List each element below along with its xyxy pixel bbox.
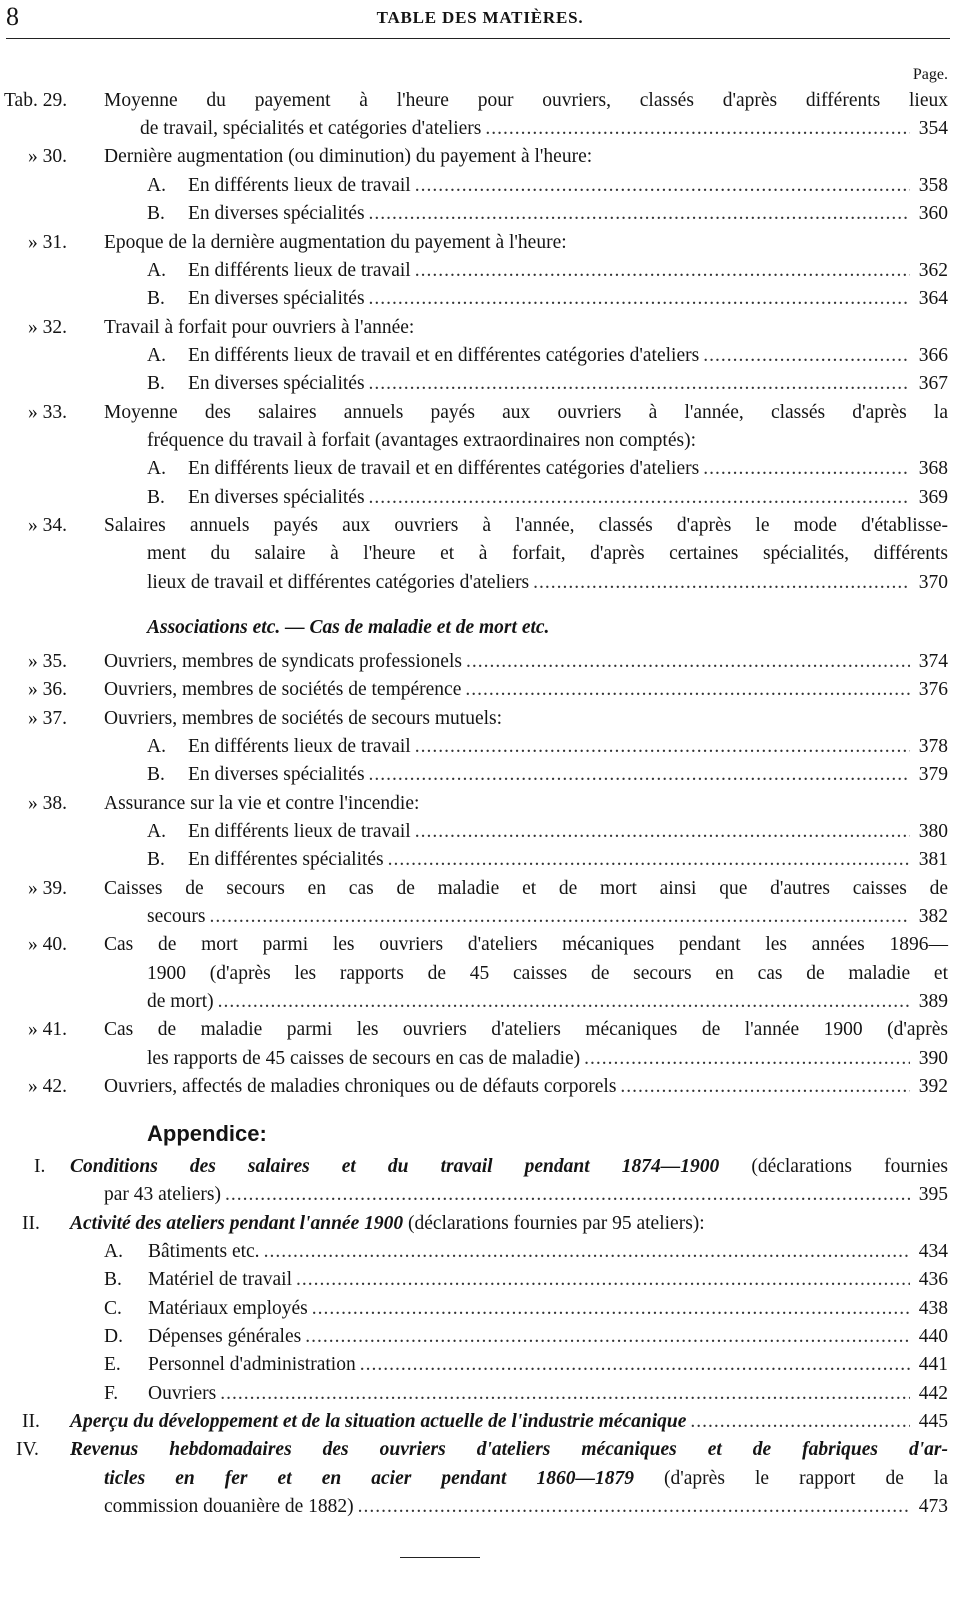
toc-entry <box>148 1269 948 1291</box>
toc-entry <box>188 260 948 282</box>
toc-title: En diverses spécialités <box>188 487 365 508</box>
toc-text <box>188 175 411 197</box>
toc-entry <box>188 849 948 871</box>
toc-line <box>0 1048 960 1076</box>
page-ref: 438 <box>918 1298 948 1319</box>
toc-title: Personnel d'administration <box>148 1354 356 1375</box>
toc-line <box>0 1354 960 1382</box>
toc-title: 1900 (d'après les rapports de 45 caisses de secours en cas de maladie et <box>147 963 948 984</box>
page-ref: 380 <box>918 821 948 842</box>
toc-entry <box>70 1213 705 1235</box>
toc-title: En diverses spécialités <box>188 373 365 394</box>
toc-title: En différents lieux de travail <box>188 260 411 281</box>
toc-text <box>104 793 419 815</box>
toc-title: En différentes spécialités <box>188 849 384 870</box>
dot-leader <box>485 118 910 140</box>
toc-label: C. <box>104 1298 122 1319</box>
toc-line <box>0 430 960 458</box>
toc-text <box>188 821 411 843</box>
toc-text <box>104 679 461 701</box>
toc-entry <box>148 1298 948 1320</box>
toc-title: Matériaux employés <box>148 1298 308 1319</box>
dot-leader <box>533 572 910 594</box>
toc-entry <box>148 1241 948 1263</box>
toc-title: (déclarations fournies par 95 ateliers): <box>403 1213 705 1234</box>
toc-entry <box>104 793 419 815</box>
toc-entry <box>104 878 948 900</box>
toc-line <box>0 793 960 821</box>
toc-label: A. <box>104 1241 123 1262</box>
appendix-heading: Appendice: <box>147 1121 267 1146</box>
toc-line <box>0 1269 960 1297</box>
dot-leader <box>388 849 910 871</box>
toc-title: En différents lieux de travail <box>188 175 411 196</box>
toc-entry <box>104 679 948 701</box>
toc-line <box>0 345 960 373</box>
toc-entry <box>70 1439 948 1461</box>
toc-text <box>140 118 481 140</box>
page-ref: 374 <box>918 651 948 672</box>
toc-title: fréquence du travail à forfait (avantages extraordinaires non comptés): <box>147 430 696 451</box>
page-ref: 390 <box>918 1048 948 1069</box>
toc-entry <box>188 487 948 509</box>
toc-entry <box>104 146 592 168</box>
toc-line <box>0 232 960 260</box>
toc-text <box>188 345 699 367</box>
toc-line <box>0 373 960 401</box>
toc-text <box>104 651 462 673</box>
toc-text <box>104 934 948 956</box>
toc-line <box>0 458 960 486</box>
toc-text <box>147 963 948 985</box>
toc-entry <box>140 118 948 140</box>
toc-line <box>0 260 960 288</box>
dot-leader <box>690 1411 910 1433</box>
toc-text <box>148 1354 356 1376</box>
toc-title: Moyenne du payement à l'heure pour ouvriers, classés d'après différents lieux <box>104 90 948 111</box>
toc-line <box>0 402 960 430</box>
dot-leader <box>369 373 910 395</box>
page-ref: 441 <box>918 1354 948 1375</box>
toc-entry <box>188 345 948 367</box>
page-ref: 395 <box>918 1184 948 1205</box>
toc-title: Travail à forfait pour ouvriers à l'année: <box>104 317 415 338</box>
toc-entry <box>147 430 696 452</box>
dot-leader <box>225 1184 910 1206</box>
toc-label: » 36. <box>28 679 67 700</box>
toc-italic-title: Revenus hebdomadaires des ouvriers d'ateliers mécaniques et de fabriques d'ar- <box>70 1439 948 1460</box>
toc-label: Tab. 29. <box>4 90 68 111</box>
toc-italic-title: Conditions des salaires et du travail pendant 1874—1900 <box>70 1156 720 1177</box>
toc-line <box>0 146 960 174</box>
toc-line <box>0 849 960 877</box>
toc-label: » 35. <box>28 651 67 672</box>
toc-title: En diverses spécialités <box>188 288 365 309</box>
page-ref: 364 <box>918 288 948 309</box>
dot-leader <box>369 764 910 786</box>
toc-text <box>148 1298 308 1320</box>
toc-label: A. <box>147 260 166 281</box>
dot-leader <box>218 991 910 1013</box>
page-ref: 360 <box>918 203 948 224</box>
toc-entry <box>188 764 948 786</box>
toc-entry <box>70 1156 948 1178</box>
toc-entry <box>188 288 948 310</box>
toc-line <box>0 764 960 792</box>
toc-line <box>0 736 960 764</box>
toc-title: Epoque de la dernière augmentation du payement à l'heure: <box>104 232 567 253</box>
toc-text <box>104 708 502 730</box>
toc-label: B. <box>147 203 165 224</box>
toc-entry <box>104 232 567 254</box>
page-ref: 358 <box>918 175 948 196</box>
toc-line <box>0 1326 960 1354</box>
toc-text <box>70 1213 705 1235</box>
toc-text <box>147 906 205 928</box>
toc-label: B. <box>147 288 165 309</box>
toc-line <box>0 90 960 118</box>
toc-title: Bâtiments etc. <box>148 1241 260 1262</box>
toc-label: A. <box>147 736 166 757</box>
dot-leader <box>415 736 910 758</box>
toc-line <box>0 708 960 736</box>
toc-label: » 30. <box>28 146 67 167</box>
dot-leader <box>703 458 910 480</box>
toc-title: En différents lieux de travail <box>188 736 411 757</box>
toc-text <box>104 878 948 900</box>
toc-label: » 37. <box>28 708 67 729</box>
dot-leader <box>369 288 910 310</box>
section-caption: Associations etc. — Cas de maladie et de mort etc. <box>147 617 550 638</box>
dot-leader <box>369 487 910 509</box>
toc-text <box>188 849 384 871</box>
toc-label: II. <box>22 1213 40 1234</box>
page-ref: 354 <box>918 118 948 139</box>
toc-line <box>0 1496 960 1524</box>
toc-text <box>104 1076 616 1098</box>
toc-label: A. <box>147 821 166 842</box>
page-ref: 473 <box>918 1496 948 1517</box>
toc-title: Matériel de travail <box>148 1269 293 1290</box>
toc-entry <box>104 1184 948 1206</box>
toc-title: secours <box>147 906 206 927</box>
page-ref: 362 <box>918 260 948 281</box>
toc-entry <box>188 175 948 197</box>
toc-label: » 34. <box>28 515 67 536</box>
toc-label: » 42. <box>28 1076 67 1097</box>
toc-label: » 32. <box>28 317 67 338</box>
toc-label: » 31. <box>28 232 67 253</box>
dot-leader <box>369 203 910 225</box>
toc-label: B. <box>104 1269 122 1290</box>
toc-line <box>0 1383 960 1411</box>
toc-label: B. <box>147 487 165 508</box>
toc-line <box>0 991 960 1019</box>
toc-text <box>70 1439 948 1461</box>
toc-line <box>0 1241 960 1269</box>
toc-entry <box>104 934 948 956</box>
toc-line <box>0 1439 960 1467</box>
toc-line <box>0 1213 960 1241</box>
toc-text <box>148 1383 216 1405</box>
toc-title: Ouvriers, membres de sociétés de tempérence <box>104 679 462 700</box>
toc-entry <box>147 963 948 985</box>
toc-title: (déclarations fournies <box>719 1156 948 1177</box>
toc-line <box>0 487 960 515</box>
header-rule <box>6 38 950 39</box>
toc-title: lieux de travail et différentes catégories d'ateliers <box>147 572 530 593</box>
toc-title: (d'après le rapport de la <box>633 1468 948 1489</box>
dot-leader <box>360 1354 910 1376</box>
dot-leader <box>415 821 910 843</box>
toc-entry <box>147 991 948 1013</box>
toc-line <box>0 175 960 203</box>
dot-leader <box>466 651 910 673</box>
page-ref: 369 <box>918 487 948 508</box>
toc-label: » 40. <box>28 934 67 955</box>
toc-text <box>147 543 948 565</box>
toc-title: Ouvriers, affectés de maladies chroniques ou de défauts corporels <box>104 1076 617 1097</box>
toc-text <box>188 736 411 758</box>
page-number: 8 <box>6 2 19 31</box>
toc-line <box>0 679 960 707</box>
toc-entry <box>147 543 948 565</box>
dot-leader <box>703 345 910 367</box>
toc-title: Ouvriers, membres de syndicats professionels <box>104 651 462 672</box>
page-ref: 436 <box>918 1269 948 1290</box>
toc-line <box>0 118 960 146</box>
toc-line <box>0 1184 960 1212</box>
toc-title: En différents lieux de travail <box>188 821 411 842</box>
page-ref: 445 <box>918 1411 948 1432</box>
toc-entry <box>104 1019 948 1041</box>
toc-entry <box>104 90 948 112</box>
toc-entry <box>104 708 502 730</box>
toc-text <box>104 1019 948 1041</box>
toc-text <box>104 317 414 339</box>
toc-label: A. <box>147 345 166 366</box>
toc-title: par 43 ateliers) <box>104 1184 221 1205</box>
toc-line <box>0 543 960 571</box>
toc-line <box>0 934 960 962</box>
running-title: TABLE DES MATIÈRES. <box>376 8 584 27</box>
toc-text <box>70 1156 948 1178</box>
toc-text <box>188 458 699 480</box>
toc-title: En différents lieux de travail et en différentes catégories d'ateliers <box>188 345 700 366</box>
toc-text <box>148 1326 301 1348</box>
toc-entry <box>104 1468 948 1490</box>
toc-entry <box>104 651 948 673</box>
toc-title: Moyenne des salaires annuels payés aux ouvriers à l'année, classés d'après la <box>104 402 948 423</box>
dot-leader <box>620 1076 910 1098</box>
page-ref: 434 <box>918 1241 948 1262</box>
dot-leader <box>209 906 910 928</box>
footer-rule <box>400 1557 480 1558</box>
toc-text <box>104 90 948 112</box>
toc-label: D. <box>104 1326 123 1347</box>
page-ref: 382 <box>918 906 948 927</box>
toc-line <box>0 203 960 231</box>
toc-line <box>0 1156 960 1184</box>
toc-line <box>0 906 960 934</box>
toc-entry <box>188 458 948 480</box>
page-ref: 376 <box>918 679 948 700</box>
dot-leader <box>220 1383 910 1405</box>
toc-entry <box>188 736 948 758</box>
toc-line <box>0 1019 960 1047</box>
toc-label: E. <box>104 1354 121 1375</box>
page-ref: 440 <box>918 1326 948 1347</box>
toc-entry <box>104 402 948 424</box>
toc-line <box>0 572 960 600</box>
dot-leader <box>264 1241 910 1263</box>
toc-entry <box>104 317 414 339</box>
toc-italic-title: Activité des ateliers pendant l'année 1900 <box>70 1213 404 1234</box>
toc-text <box>104 232 567 254</box>
toc-line <box>0 651 960 679</box>
toc-title: Ouvriers <box>148 1383 217 1404</box>
toc-title: En diverses spécialités <box>188 203 365 224</box>
toc-line <box>0 1121 960 1149</box>
toc-entry <box>188 203 948 225</box>
toc-entry <box>147 906 948 928</box>
toc-title: Dernière augmentation (ou diminution) du payement à l'heure: <box>104 146 593 167</box>
page-ref: 442 <box>918 1383 948 1404</box>
page-ref: 381 <box>918 849 948 870</box>
page-ref: 366 <box>918 345 948 366</box>
toc-label: » 41. <box>28 1019 67 1040</box>
dot-leader <box>312 1298 910 1320</box>
toc-label: A. <box>147 175 166 196</box>
page-ref: 367 <box>918 373 948 394</box>
toc-line <box>0 288 960 316</box>
toc-text <box>104 1184 221 1206</box>
toc-title: Cas de maladie parmi les ouvriers d'ateliers mécaniques de l'année 1900 (d'après <box>104 1019 948 1040</box>
toc-line <box>0 821 960 849</box>
toc-line <box>0 1411 960 1439</box>
toc-entry <box>188 821 948 843</box>
toc-text <box>104 402 948 424</box>
toc-title: Salaires annuels payés aux ouvriers à l'année, classés d'après le mode d'établisse- <box>104 515 948 536</box>
toc-entry <box>104 1496 948 1518</box>
toc-line <box>0 878 960 906</box>
toc-line <box>0 1298 960 1326</box>
toc-entry <box>148 1354 948 1376</box>
page-ref: 378 <box>918 736 948 757</box>
dot-leader <box>415 260 910 282</box>
dot-leader <box>296 1269 910 1291</box>
toc-line <box>0 963 960 991</box>
dot-leader <box>584 1048 910 1070</box>
toc-title: Caisses de secours en cas de maladie et de mort ainsi que d'autres caisses de <box>104 878 948 899</box>
toc-entry <box>104 515 948 537</box>
toc-text <box>188 260 411 282</box>
dot-leader <box>305 1326 910 1348</box>
toc-title: Cas de mort parmi les ouvriers d'ateliers mécaniques pendant les années 1896— <box>104 934 948 955</box>
toc-entry <box>188 373 948 395</box>
toc-title: Ouvriers, membres de sociétés de secours mutuels: <box>104 708 503 729</box>
page-column-label: Page. <box>912 66 948 83</box>
toc-line <box>0 617 960 645</box>
toc-text <box>104 146 592 168</box>
toc-label: » 33. <box>28 402 67 423</box>
toc-text <box>188 203 365 225</box>
toc-entry <box>147 1048 948 1070</box>
toc-text <box>188 373 365 395</box>
toc-entry <box>148 1383 948 1405</box>
toc-label: II. <box>22 1411 40 1432</box>
toc-text <box>147 572 529 594</box>
toc-title: de mort) <box>147 991 214 1012</box>
page-ref: 368 <box>918 458 948 479</box>
toc-text <box>104 1496 354 1518</box>
toc-text <box>104 1468 948 1490</box>
toc-label: B. <box>147 373 165 394</box>
toc-title: les rapports de 45 caisses de secours en cas de maladie) <box>147 1048 581 1069</box>
toc-entry <box>148 1326 948 1348</box>
toc-text <box>147 991 214 1013</box>
toc-label: B. <box>147 849 165 870</box>
toc-title: commission douanière de 1882) <box>104 1496 354 1517</box>
toc-title: Dépenses générales <box>148 1326 302 1347</box>
toc-label: » 38. <box>28 793 67 814</box>
toc-line <box>0 515 960 543</box>
toc-label: » 39. <box>28 878 67 899</box>
toc-title: En différents lieux de travail et en différentes catégories d'ateliers <box>188 458 700 479</box>
toc-text <box>147 1048 580 1070</box>
toc-text <box>188 288 365 310</box>
toc-label: IV. <box>16 1439 39 1460</box>
toc-text <box>148 1269 292 1291</box>
toc-text <box>70 1411 686 1433</box>
toc-label: F. <box>104 1383 119 1404</box>
toc-title: ment du salaire à l'heure et à forfait, d'après certaines spécialités, différents <box>147 543 948 564</box>
toc-title: Assurance sur la vie et contre l'incendie: <box>104 793 420 814</box>
dot-leader <box>465 679 910 701</box>
toc-text <box>148 1241 260 1263</box>
toc-text <box>188 487 365 509</box>
toc-label: B. <box>147 764 165 785</box>
toc-title: de travail, spécialités et catégories d'ateliers <box>140 118 482 139</box>
toc-text <box>147 430 696 452</box>
page-header <box>0 2 960 32</box>
page-ref: 379 <box>918 764 948 785</box>
toc-entry <box>70 1411 948 1433</box>
page-ref: 370 <box>918 572 948 593</box>
toc-line <box>0 317 960 345</box>
toc-title: En diverses spécialités <box>188 764 365 785</box>
dot-leader <box>358 1496 910 1518</box>
toc-line <box>0 1468 960 1496</box>
toc-label: A. <box>147 458 166 479</box>
dot-leader <box>415 175 910 197</box>
toc-entry <box>104 1076 948 1098</box>
toc-italic-title: Aperçu du développement et de la situation actuelle de l'industrie mécanique <box>70 1411 687 1432</box>
toc-text <box>104 515 948 537</box>
toc-entry <box>147 572 948 594</box>
toc-text <box>188 764 365 786</box>
page-ref: 389 <box>918 991 948 1012</box>
toc-italic-title: ticles en fer et en acier pendant 1860—1879 <box>104 1468 634 1489</box>
page-ref: 392 <box>918 1076 948 1097</box>
toc-line <box>0 1076 960 1104</box>
toc-label: I. <box>34 1156 46 1177</box>
